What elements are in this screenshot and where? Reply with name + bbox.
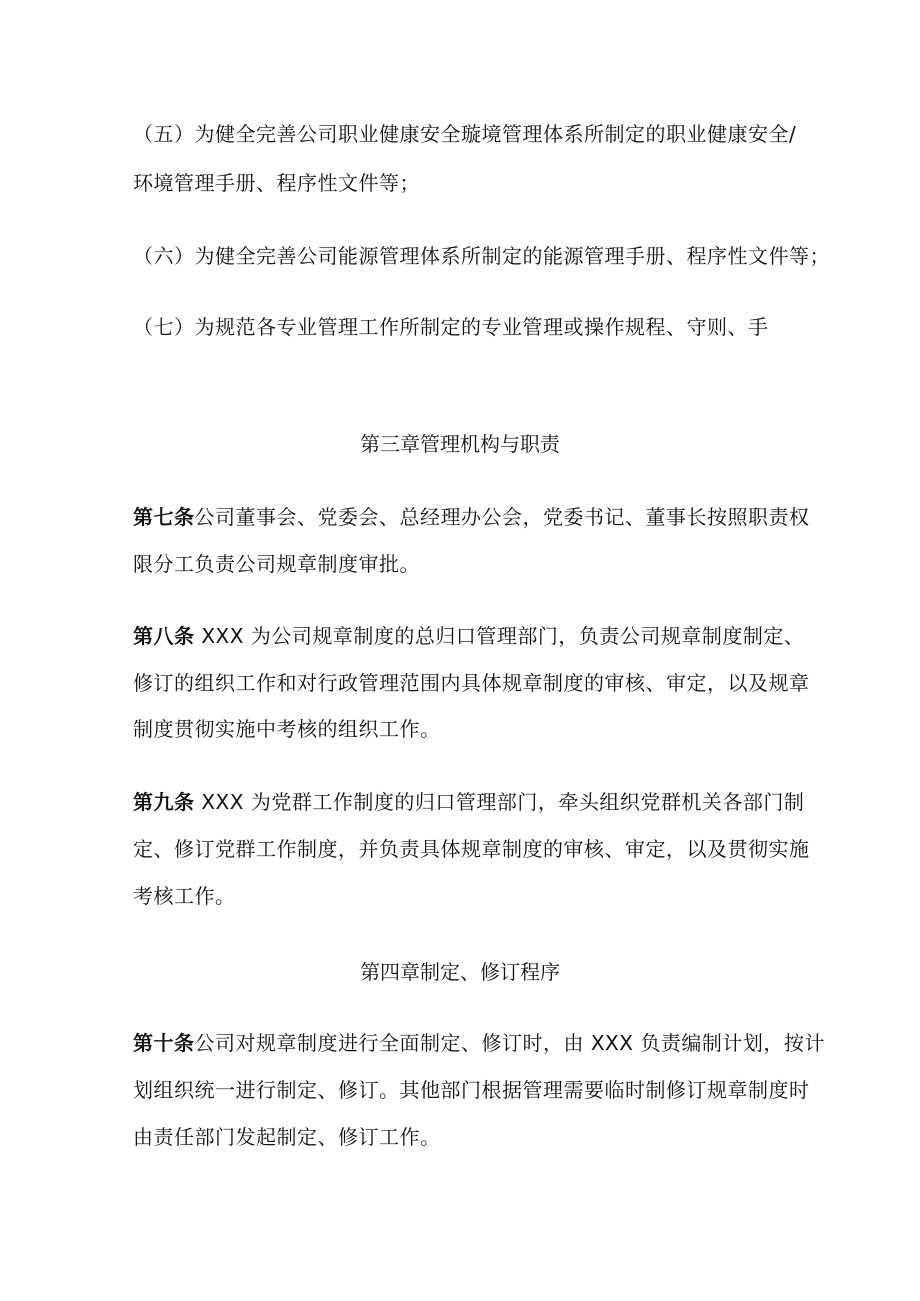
item5-line1: （五）为健全完善公司职业健康安全璇境管理体系所制定的职业健康安全/ (133, 122, 797, 146)
article8-line3: 制度贯彻实施中考核的组织工作。 (133, 717, 441, 741)
chapter4-title: 第四章制定、修订程序 (360, 960, 560, 984)
article9-text1: XXX 为党群工作制度的归口管理部门，牵头组织党群机关各部门制 (194, 790, 805, 814)
article8-line1 (133, 624, 804, 648)
article10-text1: 公司对规章制度进行全面制定、修订时，由 XXX 负责编制计划，按计 (194, 1031, 825, 1055)
article7-text1: 公司董事会、党委会、总经理办公会，党委书记、董事长按照职责权 (194, 505, 810, 529)
article8-line2: 修订的组织工作和对行政管理范围内具体规章制度的审核、审定，以及规章 (133, 671, 810, 695)
article7-label: 第七条 (133, 505, 195, 529)
article9-label: 第九条 (133, 790, 195, 814)
item7-line1: （七）为规范各专业管理工作所制定的专业管理或操作规程、守则、手 (133, 315, 769, 339)
chapter3-title: 第三章管理机构与职责 (360, 432, 560, 456)
article9-line1 (133, 790, 804, 814)
item5-line2: 环境管理手册、程序性文件等； (133, 171, 420, 195)
article9-line2: 定、修订党群工作制度，并负责具体规章制度的审核、审定，以及贯彻实施 (133, 837, 810, 861)
article7-line1 (133, 505, 810, 529)
article10-line3: 由责任部门发起制定、修订工作。 (133, 1125, 441, 1149)
article7-line2: 限分工负责公司规章制度审批。 (133, 552, 420, 576)
article10-label: 第十条 (133, 1031, 195, 1055)
article10-line1 (133, 1031, 825, 1055)
article9-line3: 考核工作。 (133, 884, 236, 908)
article8-text1: XXX 为公司规章制度的总归口管理部门，负责公司规章制度制定、 (194, 624, 805, 648)
article8-label: 第八条 (133, 624, 195, 648)
item6-line1: （六）为健全完善公司能源管理体系所制定的能源管理手册、程序性文件等； (133, 244, 830, 268)
article10-line2: 划组织统一进行制定、修订。其他部门根据管理需要临时制修订规章制度时 (133, 1078, 810, 1102)
